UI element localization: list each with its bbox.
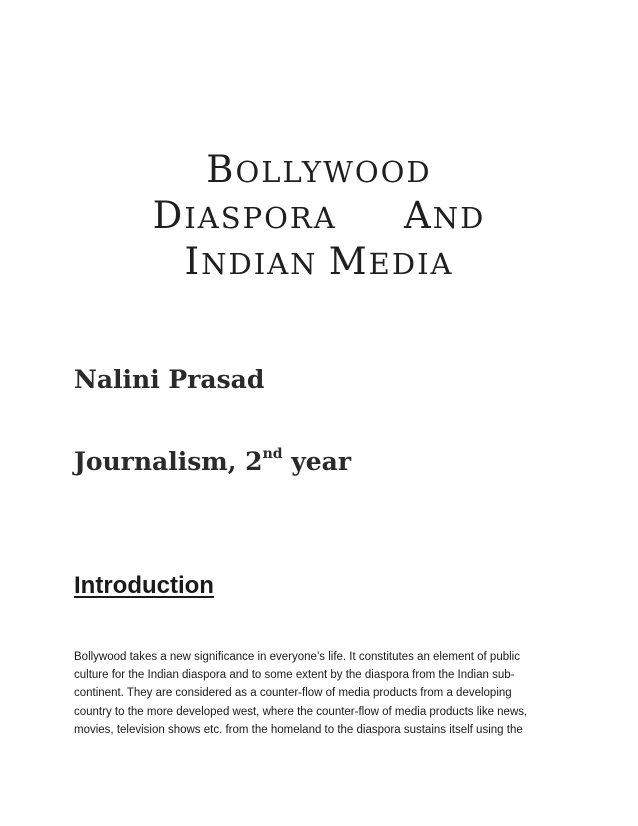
course-prefix: Journalism, 2 (74, 447, 263, 476)
title-initial: A (403, 194, 433, 237)
body-paragraph (74, 648, 564, 739)
title-word: OLLYWOOD (235, 155, 432, 189)
body-line: movies, television shows etc. from the homeland to the diaspora sustains itself using the (74, 723, 523, 736)
title-line-1 (0, 148, 638, 194)
title-gap (318, 247, 329, 281)
body-line: culture for the Indian diaspora and to some extent by the diaspora from the Indian sub- (74, 669, 515, 682)
section-heading-introduction: Introduction (74, 572, 214, 599)
title-line-3 (0, 240, 638, 286)
document-title (0, 148, 638, 286)
body-line: country to the more developed west, where the counter-flow of media products like news, (74, 705, 528, 718)
title-word: EDIA (368, 247, 454, 281)
body-line: continent. They are considered as a counter-flow of media products from a developing (74, 687, 512, 700)
course-year (74, 447, 351, 476)
title-word: NDIAN (201, 247, 318, 281)
course-ordinal-superscript: nd (262, 446, 283, 462)
title-initial: D (152, 194, 185, 237)
body-line: Bollywood takes a new significance in everyone’s life. It constitutes an element of public (74, 651, 520, 663)
title-word: ND (432, 201, 486, 235)
title-initial: B (206, 148, 236, 191)
author-name: Nalini Prasad (74, 365, 265, 394)
title-initial: M (328, 240, 369, 283)
title-word: IASPORA (184, 201, 337, 235)
title-initial: I (184, 240, 202, 283)
course-suffix: year (282, 447, 352, 476)
title-gap (337, 201, 404, 235)
title-line-2 (0, 194, 638, 240)
